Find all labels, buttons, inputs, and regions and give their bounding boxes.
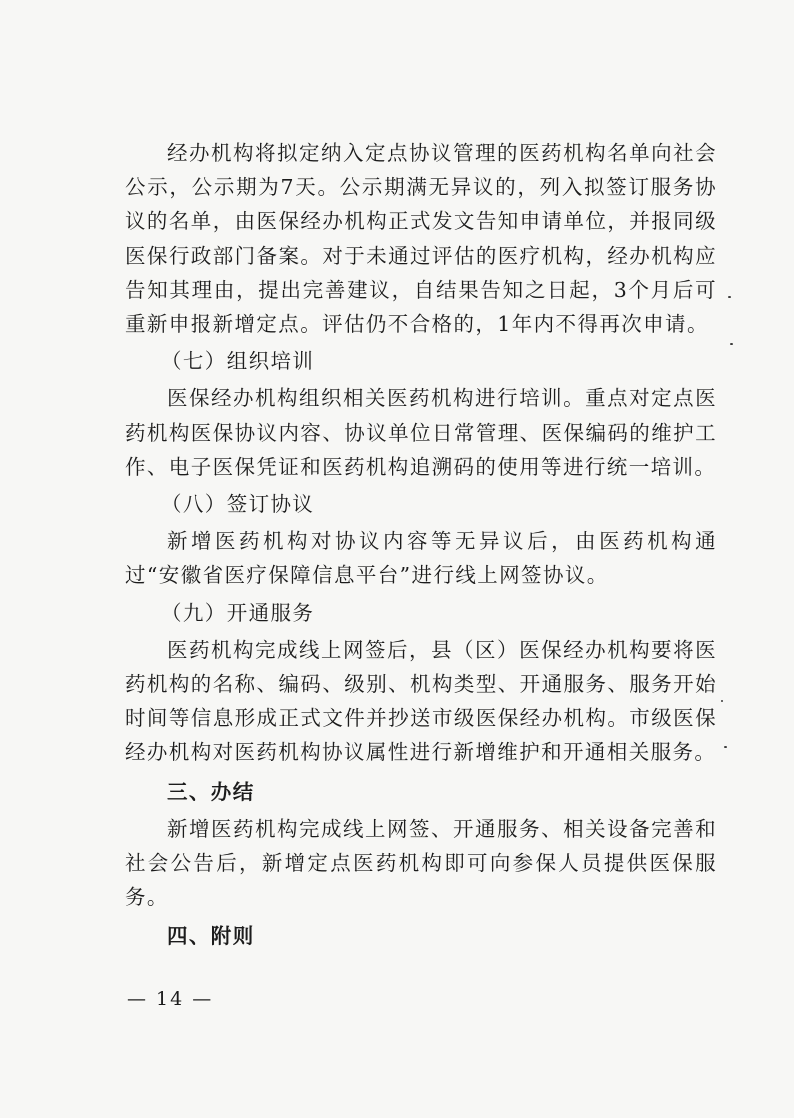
scan-speck [728, 296, 731, 298]
scan-speck [721, 700, 723, 702]
subheading-sign-agreement: （八）签订协议 [161, 492, 315, 517]
subheading-training: （七）组织培训 [161, 349, 315, 374]
paragraph-publicity: 经办机构将拟定纳入定点协议管理的医药机构名单向社会公示，公示期为7天。公示期满无异议的，列入拟签订服务协议的名单，由医保经办机构正式发文告知申请单位，并报同级医保行政部门备案。对于未通过评估的医疗机构，经办机构应告知其理由，提出完善建议，自结果告知之日起，3个月后可重新申报新增定点。评估仍不合格的，1年内不得再次申请。 [125, 141, 717, 337]
subheading-open-service: （九）开通服务 [161, 600, 315, 625]
page-number: — 14 — [127, 988, 214, 1010]
scan-speck [724, 746, 727, 748]
paragraph-open-service: 医药机构完成线上网签后，县（区）医保经办机构要将医药机构的名称、编码、级别、机构类型、开通服务、服务开始时间等信息形成正式文件并抄送市级医保经办机构。市级医保经办机构对医药机构协议属性进行新增维护和开通相关服务。 [125, 637, 717, 765]
scan-speck [730, 343, 733, 345]
paragraph-completion: 新增医药机构完成线上网签、开通服务、相关设备完善和社会公告后，新增定点医药机构即可向参保人员提供医保服务。 [125, 816, 717, 910]
section-heading-completion: 三、办结 [167, 779, 255, 804]
section-heading-supplementary: 四、附则 [167, 924, 255, 949]
document-body [125, 136, 717, 954]
paragraph-sign-agreement: 新增医药机构对协议内容等无异议后，由医药机构通过“安徽省医疗保障信息平台”进行线上网签协议。 [125, 529, 717, 588]
paragraph-training: 医保经办机构组织相关医药机构进行培训。重点对定点医药机构医保协议内容、协议单位日常管理、医保编码的维护工作、电子医保凭证和医药机构追溯码的使用等进行统一培训。 [125, 386, 717, 479]
